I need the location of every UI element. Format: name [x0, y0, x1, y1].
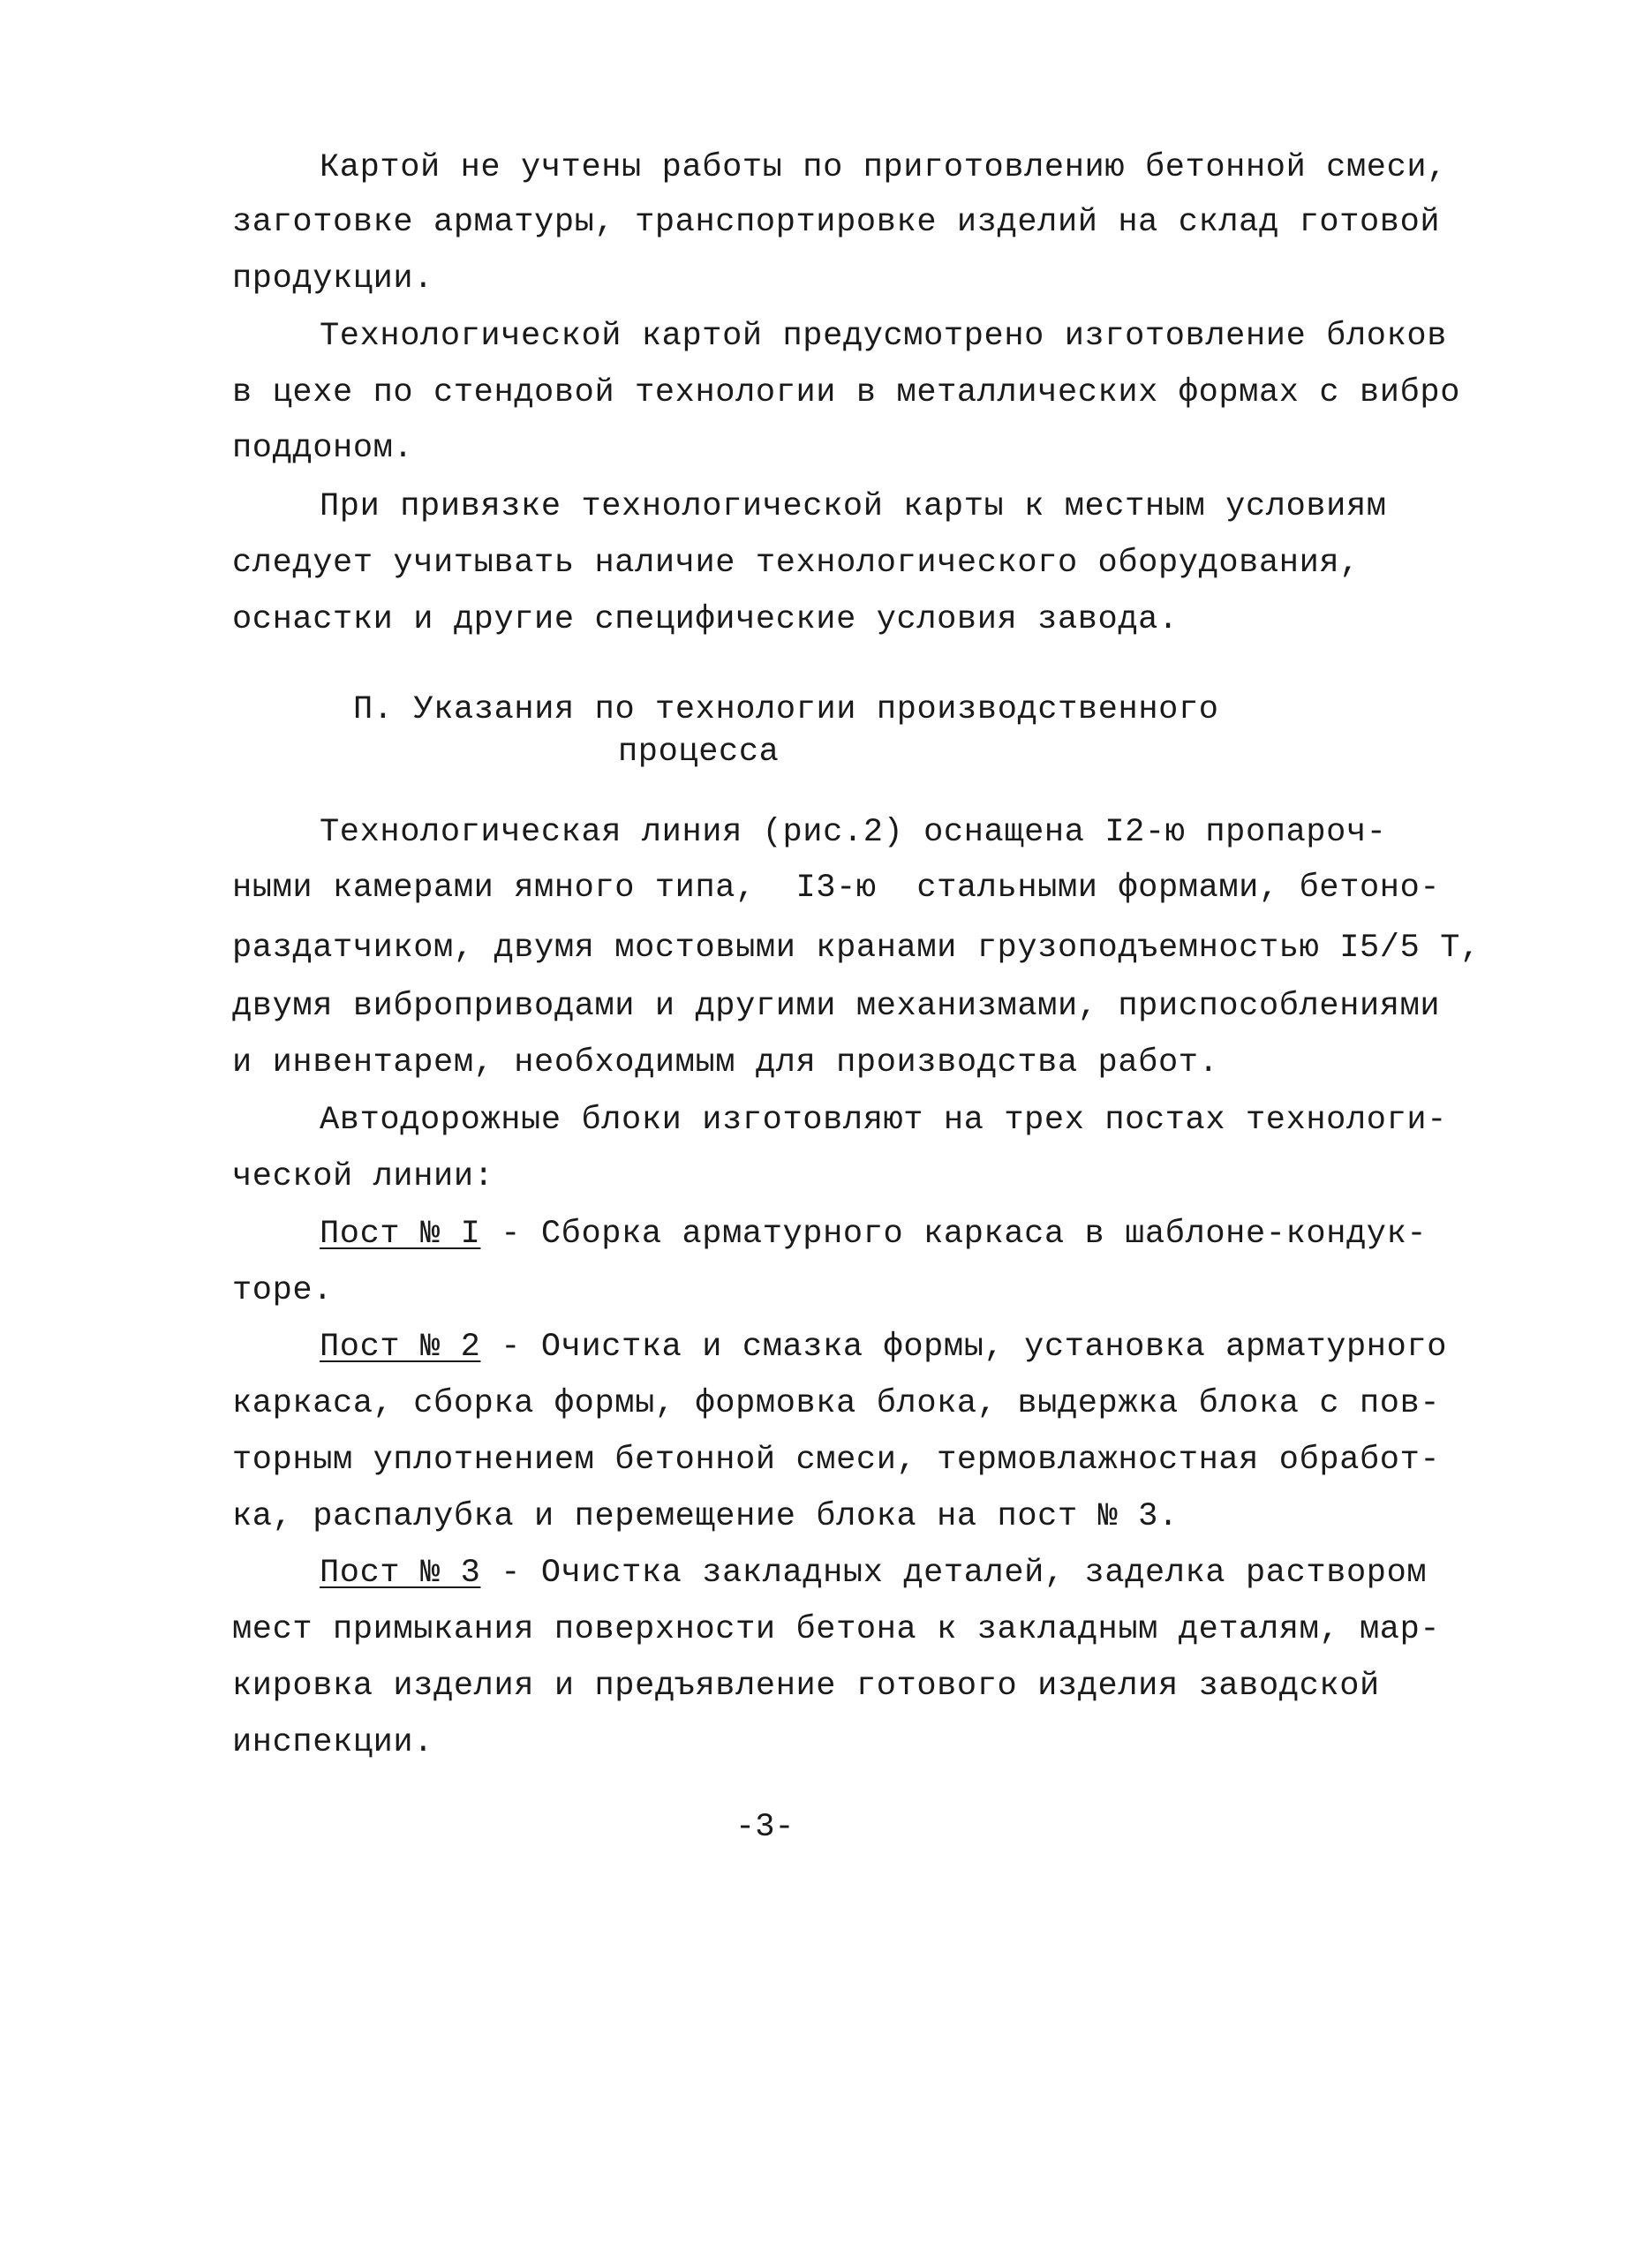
- post3-label: Пост № 3: [320, 1555, 481, 1592]
- post3-text: - Очистка закладных деталей, заделка раствором: [480, 1555, 1428, 1592]
- post2-line1: [320, 1326, 1447, 1368]
- intro-p3-line1: При привязке технологической карты к местным условиям: [320, 488, 1387, 525]
- body-p4-line2: ными камерами ямного типа, I3-ю стальными формами, бетоно-: [232, 870, 1441, 907]
- post2-text: - Очистка и смазка формы, установка арматурного: [480, 1329, 1448, 1366]
- intro-p3-line2: следует учитывать наличие технологического оборудования,: [232, 545, 1360, 582]
- intro-p1-line2: заготовке арматуры, транспортировке изделий на склад готовой: [232, 204, 1441, 241]
- intro-p1-line1: Картой не учтены работы по приготовлению бетонной смеси,: [320, 149, 1448, 186]
- intro-p1-line3: продукции.: [232, 260, 434, 298]
- body-p4-line1: Технологическая линия (рис.2) оснащена I2-ю пропароч-: [320, 814, 1387, 851]
- body-p4-line4: двумя виброприводами и другими механизмами, приспособлениями: [232, 988, 1441, 1025]
- body-p4-line3: раздатчиком, двумя мостовыми кранами грузоподъемностью I5/5 Т,: [232, 930, 1481, 967]
- post3-line2: мест примыкания поверхности бетона к закладным деталям, мар-: [232, 1611, 1441, 1648]
- page-number: -3-: [735, 1809, 795, 1846]
- body-p5-line1: Автодорожные блоки изготовляют на трех постах технологи-: [320, 1102, 1448, 1139]
- post2-label: Пост № 2: [320, 1329, 481, 1366]
- section-heading-line2: процесса: [618, 734, 780, 771]
- post2-line2: каркаса, сборка формы, формовка блока, выдержка блока с пов-: [232, 1385, 1441, 1422]
- section-heading-line1: П. Указания по технологии производственного: [353, 691, 1219, 728]
- post3-line1: [320, 1552, 1427, 1594]
- body-p5-line2: ческой линии:: [232, 1158, 494, 1195]
- intro-p2-line1: Технологической картой предусмотрено изготовление блоков: [320, 318, 1448, 355]
- post1-text: - Сборка арматурного каркаса в шаблоне-кондук-: [480, 1216, 1428, 1253]
- post3-line3: кировка изделия и предъявление готового изделия заводской: [232, 1668, 1380, 1705]
- intro-p3-line3: оснастки и другие специфические условия завода.: [232, 601, 1179, 638]
- post1-line1: [320, 1213, 1427, 1255]
- body-p4-line5: и инвентарем, необходимым для производства работ.: [232, 1044, 1219, 1081]
- intro-p2-line3: поддоном.: [232, 430, 414, 467]
- post2-line4: ка, распалубка и перемещение блока на пост № 3.: [232, 1498, 1179, 1535]
- post3-line4: инспекции.: [232, 1724, 434, 1761]
- intro-p2-line2: в цехе по стендовой технологии в металлических формах с вибро: [232, 374, 1461, 411]
- post1-line2: торе.: [232, 1272, 334, 1309]
- post1-label: Пост № I: [320, 1216, 481, 1253]
- post2-line3: торным уплотнением бетонной смеси, термовлажностная обработ-: [232, 1442, 1441, 1479]
